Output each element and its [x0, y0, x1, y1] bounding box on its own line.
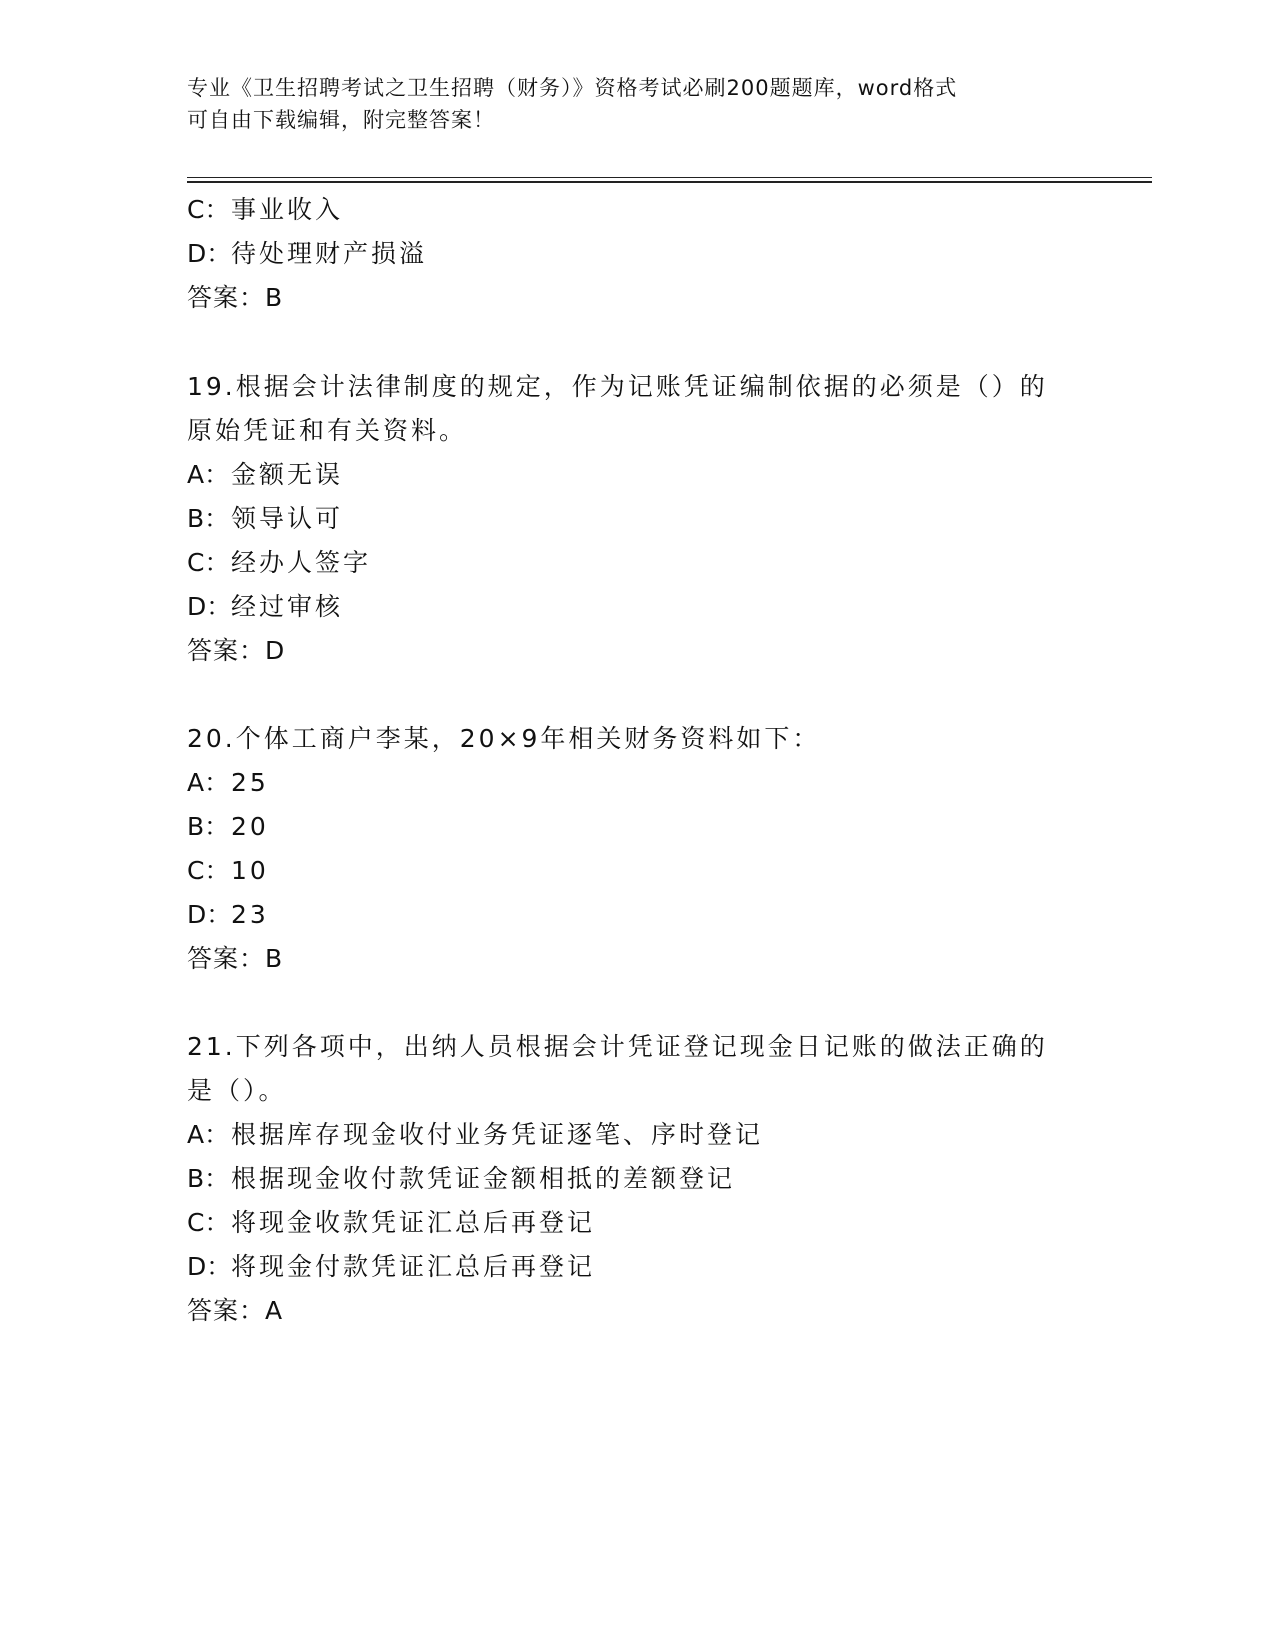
option-item [187, 237, 427, 271]
option-item [187, 458, 343, 492]
option-label: C： [187, 1208, 230, 1237]
option-label: D： [187, 1252, 232, 1281]
option-item [187, 1250, 595, 1284]
option-text: 根据现金收付款凭证金额相抵的差额登记 [231, 1164, 736, 1193]
option-item [187, 810, 269, 844]
option-label: B： [187, 504, 230, 533]
option-text: 经过审核 [231, 592, 344, 621]
header-line-1: 专业《卫生招聘考试之卫生招聘（财务）》资格考试必刷200题题库，word格式 [187, 76, 958, 100]
option-label: A： [187, 1120, 230, 1149]
option-label: D： [187, 592, 232, 621]
option-text: 领导认可 [231, 504, 344, 533]
question-text: 19.根据会计法律制度的规定，作为记账凭证编制依据的必须是（）的 [187, 372, 1048, 401]
option-text: 经办人签字 [231, 548, 372, 577]
question-text: 20.个体工商户李某，20×9年相关财务资料如下： [187, 724, 821, 753]
option-item [187, 590, 343, 624]
header-line-2: 可自由下载编辑，附完整答案！ [187, 108, 495, 132]
answer-line: 答案：B [187, 283, 284, 312]
option-label: C： [187, 856, 230, 885]
option-text: 金额无误 [231, 460, 344, 489]
answer-line: 答案：A [187, 1296, 284, 1325]
option-item [187, 1162, 735, 1196]
option-item [187, 1206, 595, 1240]
option-text: 将现金收款凭证汇总后再登记 [231, 1208, 596, 1237]
option-label: D： [187, 900, 232, 929]
option-text: 20 [231, 812, 269, 841]
question-text: 21.下列各项中，出纳人员根据会计凭证登记现金日记账的做法正确的 [187, 1032, 1048, 1061]
option-label: A： [187, 460, 230, 489]
header-divider-thin [187, 177, 1152, 178]
option-text: 将现金付款凭证汇总后再登记 [231, 1252, 596, 1281]
option-text: 23 [231, 900, 269, 929]
option-item [187, 193, 343, 227]
question-text-continued: 原始凭证和有关资料。 [187, 416, 468, 445]
option-label: B： [187, 812, 230, 841]
option-item [187, 502, 343, 536]
option-item [187, 854, 269, 888]
option-label: A： [187, 768, 230, 797]
option-item [187, 898, 269, 932]
header-divider-thick [187, 181, 1152, 183]
option-item [187, 546, 371, 580]
option-text: 10 [231, 856, 269, 885]
answer-line: 答案：D [187, 636, 286, 665]
option-label: D： [187, 239, 232, 268]
option-text: 待处理财产损溢 [231, 239, 428, 268]
option-label: C： [187, 195, 230, 224]
option-text: 根据库存现金收付业务凭证逐笔、序时登记 [231, 1120, 764, 1149]
answer-line: 答案：B [187, 944, 284, 973]
option-text: 事业收入 [231, 195, 344, 224]
question-text-continued: 是（）。 [187, 1076, 287, 1105]
option-text: 25 [231, 768, 269, 797]
option-label: B： [187, 1164, 230, 1193]
document-header [187, 72, 1087, 136]
option-label: C： [187, 548, 230, 577]
option-item [187, 766, 269, 800]
option-item [187, 1118, 763, 1152]
